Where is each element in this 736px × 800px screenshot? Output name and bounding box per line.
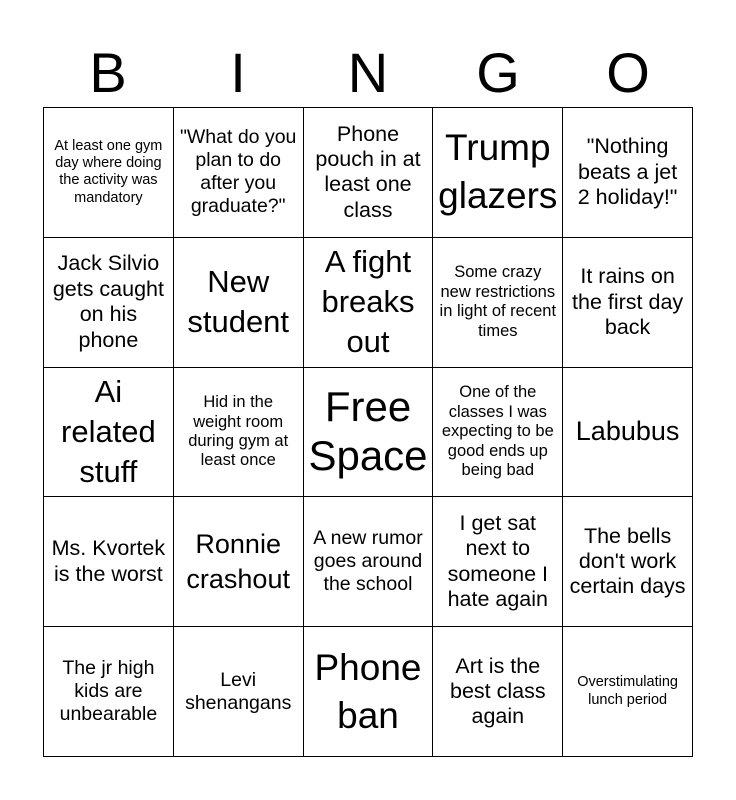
- cell-text: Levi shenangans: [185, 668, 292, 714]
- header-letter-b: B: [89, 41, 127, 104]
- bingo-cell-r3c2[interactable]: [174, 368, 304, 498]
- header-letter-i: I: [230, 41, 246, 104]
- cell-text: A fight breaks out: [321, 243, 415, 360]
- bingo-cell-r2c1[interactable]: [44, 238, 174, 368]
- cell-text: Phone pouch in at least one class: [315, 121, 421, 222]
- bingo-board: [43, 107, 693, 757]
- bingo-cell-r2c2[interactable]: [174, 238, 304, 368]
- bingo-cell-r1c5[interactable]: [563, 108, 693, 238]
- cell-text: It rains on the first day back: [572, 264, 684, 339]
- bingo-cell-r5c2[interactable]: [174, 627, 304, 757]
- cell-text: The jr high kids are unbearable: [59, 657, 158, 726]
- cell-text: New student: [187, 263, 290, 340]
- bingo-cell-r3c1[interactable]: [44, 368, 174, 498]
- bingo-cell-r5c3[interactable]: [304, 627, 434, 757]
- cell-text: At least one gym day where doing the activity was mandatory: [54, 138, 163, 206]
- cell-text: The bells don't work certain days: [569, 523, 686, 599]
- bingo-cell-r4c4[interactable]: [433, 497, 563, 627]
- cell-text: Hid in the weight room during gym at least once: [188, 393, 289, 470]
- header-letter-g: G: [476, 41, 520, 104]
- bingo-cell-r1c1[interactable]: [44, 108, 174, 238]
- header-letter-o: O: [606, 41, 650, 104]
- bingo-cell-r4c2[interactable]: [174, 497, 304, 627]
- bingo-cell-r4c1[interactable]: [44, 497, 174, 627]
- cell-text: Phone ban: [314, 646, 422, 736]
- cell-text: Art is the best class again: [449, 653, 546, 729]
- bingo-cell-r2c3[interactable]: [304, 238, 434, 368]
- bingo-header: [43, 38, 693, 108]
- bingo-cell-r5c4[interactable]: [433, 627, 563, 757]
- bingo-cell-r4c5[interactable]: [563, 497, 693, 627]
- bingo-cell-r5c1[interactable]: [44, 627, 174, 757]
- bingo-cell-r1c4[interactable]: [433, 108, 563, 238]
- header-letter-n: N: [347, 41, 389, 104]
- bingo-cell-r1c2[interactable]: [174, 108, 304, 238]
- bingo-cell-r2c4[interactable]: [433, 238, 563, 368]
- bingo-cell-r3c5[interactable]: [563, 368, 693, 498]
- bingo-cell-r4c3[interactable]: [304, 497, 434, 627]
- bingo-cell-r3c3-free-space[interactable]: [304, 368, 434, 498]
- cell-text: Trump glazers: [438, 127, 558, 217]
- cell-text: One of the classes I was expecting to be good ends up being bad: [441, 383, 554, 480]
- cell-text: "Nothing beats a jet 2 holiday!": [577, 134, 678, 210]
- cell-text: Labubus: [575, 416, 680, 447]
- bingo-cell-r2c5[interactable]: [563, 238, 693, 368]
- bingo-cell-r5c5[interactable]: [563, 627, 693, 757]
- cell-text: Some crazy new restrictions in light of recent times: [439, 263, 557, 340]
- cell-text: Ai related stuff: [61, 373, 156, 490]
- cell-text: Jack Silvio gets caught on his phone: [52, 251, 164, 352]
- cell-text: I get sat next to someone I hate again: [447, 511, 548, 612]
- cell-text: Ronnie crashout: [186, 528, 290, 594]
- cell-text: Overstimulating lunch period: [577, 674, 678, 708]
- bingo-cell-r1c3[interactable]: [304, 108, 434, 238]
- bingo-cell-r3c4[interactable]: [433, 368, 563, 498]
- cell-text: A new rumor goes around the school: [313, 527, 423, 596]
- cell-text: Free Space: [308, 383, 428, 479]
- cell-text: Ms. Kvortek is the worst: [51, 536, 166, 586]
- cell-text: "What do you plan to do after you graduate?": [179, 126, 297, 218]
